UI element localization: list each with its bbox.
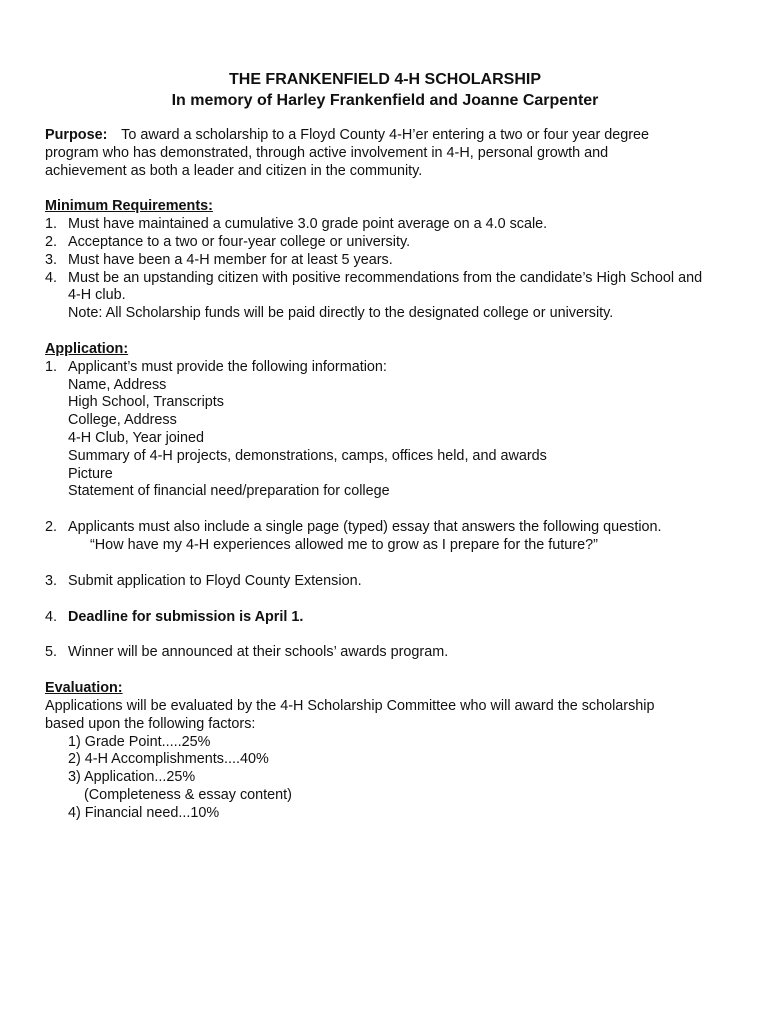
application-field: Statement of financial need/preparation for college: [68, 483, 390, 500]
evaluation-text-line1: Applications will be evaluated by the 4-H Scholarship Committee who will award the scholarship: [45, 697, 655, 714]
list-item: [45, 519, 745, 537]
evaluation-text-line2: based upon the following factors:: [45, 715, 256, 732]
list-item: [45, 609, 745, 627]
list-item: [45, 234, 745, 252]
application-text: Applicants must also include a single page (typed) essay that answers the following question.: [68, 519, 662, 536]
purpose-label: Purpose:: [45, 127, 108, 143]
list-item: [45, 573, 745, 591]
list-item: [45, 270, 745, 288]
document-page: [45, 69, 745, 823]
list-number: 3.: [45, 572, 58, 589]
list-number: 1.: [45, 358, 58, 375]
document-subtitle: In memory of Harley Frankenfield and Joanne Carpenter: [171, 92, 599, 109]
evaluation-section: [45, 680, 745, 822]
application-field: 4-H Club, Year joined: [68, 429, 205, 446]
application-field: College, Address: [68, 412, 177, 429]
requirement-text: Must be an upstanding citizen with positive recommendations from the candidate’s High School and: [68, 269, 703, 286]
purpose-text-line3: achievement as both a leader and citizen in the community.: [45, 162, 423, 179]
requirement-text: Acceptance to a two or four-year college or university.: [68, 233, 411, 250]
requirements-section: [45, 198, 745, 323]
list-item: [45, 216, 745, 234]
purpose-section: [45, 127, 745, 180]
application-field: High School, Transcripts: [68, 394, 224, 411]
evaluation-factor-detail: (Completeness & essay content): [84, 786, 292, 803]
purpose-text-line1: To award a scholarship to a Floyd County 4-H’er entering a two or four year degree: [121, 127, 650, 143]
document-title: THE FRANKENFIELD 4-H SCHOLARSHIP: [228, 71, 541, 88]
evaluation-factor: 1) Grade Point.....25%: [68, 733, 211, 750]
application-section: [45, 341, 745, 662]
list-number: 5.: [45, 644, 58, 661]
list-number: 4.: [45, 269, 58, 286]
evaluation-factor: 2) 4-H Accomplishments....40%: [68, 751, 269, 768]
requirements-heading: Minimum Requirements:: [45, 198, 213, 215]
application-text: Submit application to Floyd County Extension.: [68, 572, 362, 589]
list-number: 1.: [45, 216, 58, 233]
list-number: 3.: [45, 251, 58, 268]
list-item: [45, 644, 745, 662]
list-number: 2.: [45, 233, 58, 250]
requirement-text: Must have maintained a cumulative 3.0 grade point average on a 4.0 scale.: [68, 216, 548, 233]
list-item: [45, 252, 745, 270]
application-text: Winner will be announced at their schools’ awards program.: [68, 644, 449, 661]
requirements-note: Note: All Scholarship funds will be paid directly to the designated college or university.: [68, 305, 614, 322]
application-text: Applicant’s must provide the following information:: [68, 358, 387, 375]
purpose-text-line2: program who has demonstrated, through active involvement in 4-H, personal growth and: [45, 144, 609, 161]
application-heading: Application:: [45, 340, 129, 357]
requirement-text-continued: 4-H club.: [68, 287, 126, 304]
evaluation-factor: 3) Application...25%: [68, 769, 196, 786]
evaluation-heading: Evaluation:: [45, 680, 123, 697]
essay-question: “How have my 4-H experiences allowed me to grow as I prepare for the future?”: [90, 536, 598, 553]
application-field: Summary of 4-H projects, demonstrations, camps, offices held, and awards: [68, 447, 547, 464]
application-field: Name, Address: [68, 376, 167, 393]
list-number: 4.: [45, 608, 58, 625]
deadline-text: Deadline for submission is April 1.: [68, 608, 304, 625]
application-field: Picture: [68, 465, 113, 482]
requirement-text: Must have been a 4-H member for at least 5 years.: [68, 251, 393, 268]
list-item: [45, 359, 745, 377]
evaluation-factor: 4) Financial need...10%: [68, 804, 220, 821]
list-number: 2.: [45, 519, 58, 536]
